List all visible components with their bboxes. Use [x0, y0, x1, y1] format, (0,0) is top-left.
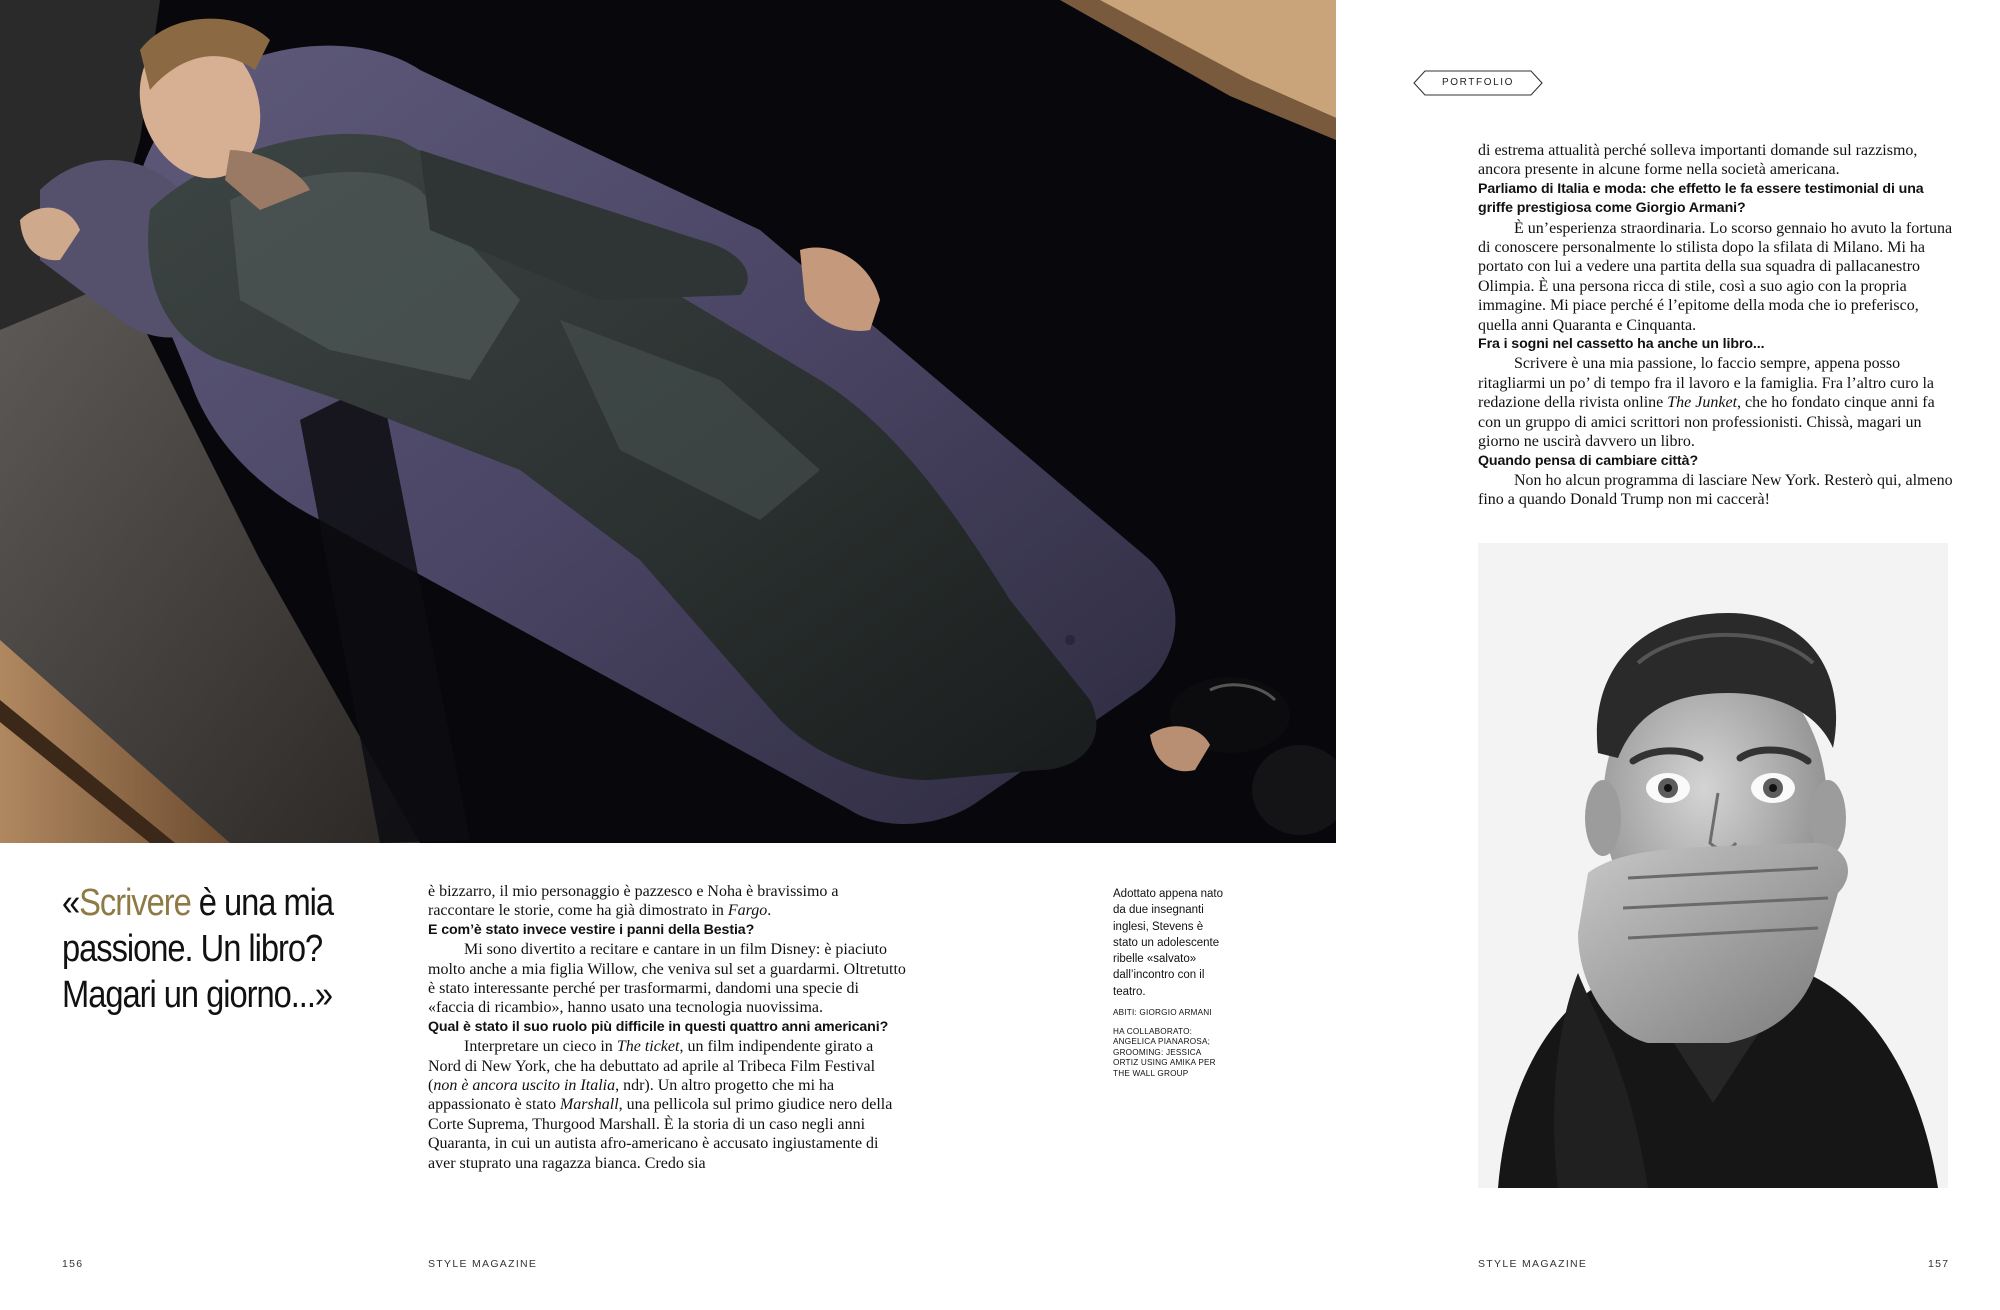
pull-quote [62, 880, 389, 1018]
interview-answer [428, 882, 908, 921]
text-run: Parliamo di Italia e moda: che effetto le fa essere testimonial di una griffe prestigiosa come Giorgio Armani? [1478, 180, 1924, 217]
interview-answer [428, 1037, 908, 1173]
interview-question [1478, 452, 1958, 471]
interview-question [428, 1018, 908, 1037]
text-run: Qual è stato il suo ruolo più difficile in questi quattro anni americani? [428, 1018, 889, 1035]
text-run: , un film indipendente girato a Nord di New York, che ha debuttato ad aprile al Tribeca Film Festival ( [428, 1038, 876, 1095]
pull-quote-rest: è una mia passione. Un libro? Magari un giorno...» [62, 882, 334, 1016]
text-run: , ndr). Un altro progetto che mi ha appassionato è stato [428, 1077, 835, 1114]
text-run: . [767, 902, 772, 920]
text-run: Scrivere è una mia passione, lo faccio sempre, appena posso ritagliarmi un po’ di tempo fra il lavoro e la famiglia. Fra l’altro curo la redazione della rivista online [1478, 355, 1934, 412]
interview-answer [1478, 219, 1958, 335]
interview-answer [1478, 141, 1958, 180]
photo-man-on-sofa [0, 0, 1336, 843]
interview-answer [428, 940, 908, 1018]
credit-clothes: ABITI: GIORGIO ARMANI [1113, 1008, 1212, 1018]
interview-question [428, 921, 908, 940]
caption-text: Adottato appena nato da due insegnanti inglesi, Stevens è stato un adolescente ribelle «salvato» dall’incontro con il teatro. [1113, 888, 1223, 998]
text-run: Interpretare un cieco in [464, 1038, 617, 1056]
article-column-middle [428, 882, 908, 1173]
italic-title: Marshall [559, 1096, 619, 1114]
italic-title: Fargo [727, 902, 768, 920]
magazine-name-right: STYLE MAGAZINE [1478, 1258, 1588, 1270]
italic-title: non è ancora uscito in Italia [433, 1077, 616, 1095]
text-run: di estrema attualità perché solleva importanti domande sul razzismo, ancora presente in alcune forme nella società americana. [1478, 142, 1918, 179]
interview-answer [1478, 471, 1958, 510]
page-number-right: 157 [1928, 1258, 1950, 1270]
italic-title: The ticket [616, 1038, 680, 1056]
section-tag [1413, 70, 1543, 96]
interview-question [1478, 180, 1958, 219]
text-run: , che ho fondato cinque anni fa con un gruppo di amici scrittori non professionisti. Chissà, magari un giorno ne uscirà davvero un libro. [1478, 394, 1935, 451]
italic-title: The Junket [1667, 394, 1738, 412]
text-run: Non ho alcun programma di lasciare New York. Resterò qui, almeno fino a quando Donald Trump non mi caccerà! [1478, 471, 1953, 509]
page-number-left: 156 [62, 1258, 84, 1270]
magazine-name-left: STYLE MAGAZINE [428, 1258, 538, 1270]
section-tag-label: PORTFOLIO [1441, 77, 1514, 88]
interview-question [1478, 335, 1958, 354]
interview-answer [1478, 354, 1958, 451]
text-run: E com’è stato invece vestire i panni della Bestia? [428, 921, 755, 938]
pull-quote-open: « [62, 882, 80, 924]
text-run: Fra i sogni nel cassetto ha anche un libro... [1478, 336, 1765, 353]
pull-quote-accent-word: Scrivere [79, 882, 191, 924]
photo-caption [1113, 886, 1225, 1079]
photo-portrait-hand-over-mouth [1478, 543, 1948, 1188]
credit-collaborators: HA COLLABORATO: ANGELICA PIANAROSA; GROOMING: JESSICA ORTIZ USING AMIKA PER THE WALL GROUP [1113, 1026, 1216, 1078]
article-column-right [1478, 141, 1958, 510]
text-run: Mi sono divertito a recitare e cantare in un film Disney: è piaciuto molto anche a mia figlia Willow, che veniva sul set a guardarmi. Oltretutto è stato interessante perché per trasformarmi, dandomi una specie di «faccia di ricambio», hanno usato una tecnologia nuovissima. [428, 941, 906, 1017]
text-run: è bizzarro, il mio personaggio è pazzesco e Noha è bravissimo a raccontare le storie, come ha già dimostrato in [428, 883, 839, 920]
text-run: Quando pensa di cambiare città? [1478, 452, 1699, 469]
text-run: È un’esperienza straordinaria. Lo scorso gennaio ho avuto la fortuna di conoscere personalmente lo stilista dopo la sfilata di Milano. Mi ha portato con lui a vedere una partita della sua squadra di pallacanestro Olimpia. È una persona ricca di stile, così a suo agio con la propria immagine. Mi piace perché é l’epitome della moda che io preferisco, quella anni Quaranta e Cinquanta. [1478, 219, 1953, 334]
text-run: , una pellicola sul primo giudice nero della Corte Suprema, Thurgood Marshall. È la storia di un caso negli anni Quaranta, in cui un autista afro-americano è accusato ingiustamente di aver stuprato una ragazza bianca. Credo sia [428, 1096, 893, 1172]
